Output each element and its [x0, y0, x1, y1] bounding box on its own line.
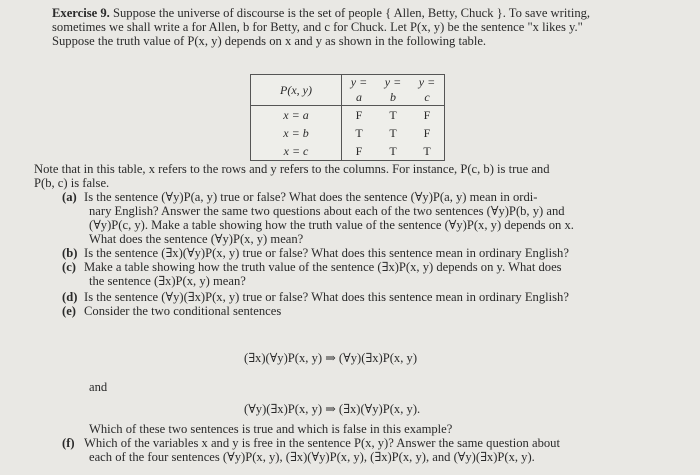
part-f-line-1 [62, 436, 560, 450]
formula-2: (∀y)(∃x)P(x, y) ⇒ (∃x)(∀y)P(x, y). [244, 402, 421, 416]
part-b-text-1: Is the sentence (∃x)(∀y)P(x, y) true or false? What does this sentence mean in ordinary English? [84, 246, 569, 260]
col-header-c: y = c [410, 75, 445, 106]
col-header-b: y = b [376, 75, 410, 106]
cell: F [342, 142, 377, 161]
part-c-text-1: Make a table showing how the truth value of the sentence (∃x)P(x, y) depends on y. What does [84, 260, 562, 274]
part-a-line-2: nary English? Answer the same two questions about each of the two sentences (∀y)P(b, y) and [89, 204, 565, 218]
part-a-text-1: Is the sentence (∀y)P(a, y) true or false? What does the sentence (∀y)P(a, y) mean in ordi- [84, 190, 538, 204]
and-word: and [89, 380, 108, 394]
intro-text-1: Suppose the universe of discourse is the set of people { Allen, Betty, Chuck }. To save writing, [112, 6, 591, 20]
part-e-text-1: Consider the two conditional sentences [84, 304, 282, 318]
intro-line-2: sometimes we shall write a for Allen, b for Betty, and c for Chuck. Let P(x, y) be the sentence "x likes y." [52, 20, 583, 34]
part-e-label: (e) [62, 304, 76, 318]
part-e-after: Which of these two sentences is true and which is false in this example? [89, 422, 453, 436]
part-d-line-1 [62, 290, 569, 304]
part-c-line-1 [62, 260, 562, 274]
note-line-2: P(b, c) is false. [34, 176, 110, 190]
table-corner: P(x, y) [251, 75, 342, 106]
part-b-line-1 [62, 246, 569, 260]
intro-line-3: Suppose the truth value of P(x, y) depends on x and y as shown in the following table. [52, 34, 487, 48]
table-row [251, 124, 445, 142]
cell: F [410, 124, 445, 142]
cell: F [342, 106, 377, 125]
cell: F [410, 106, 445, 125]
row-label: x = b [251, 124, 342, 142]
col-header-a: y = a [342, 75, 377, 106]
formula-1: (∃x)(∀y)P(x, y) ⇒ (∀y)(∃x)P(x, y) [244, 351, 418, 365]
part-b-label: (b) [62, 246, 78, 260]
part-c-line-2: the sentence (∃x)P(x, y) mean? [89, 274, 246, 288]
truth-table [250, 74, 445, 161]
row-label: x = a [251, 106, 342, 125]
cell: T [376, 106, 410, 125]
cell: T [342, 124, 377, 142]
part-f-line-2: each of the four sentences (∀y)P(x, y), (∃x)(∀y)P(x, y), (∃x)P(x, y), and (∀y)(∃x)P(x, y). [89, 450, 535, 464]
part-a-label: (a) [62, 190, 77, 204]
part-d-text-1: Is the sentence (∀y)(∃x)P(x, y) true or false? What does this sentence mean in ordinary English? [84, 290, 569, 304]
part-d-label: (d) [62, 290, 78, 304]
part-f-text-1: Which of the variables x and y is free in the sentence P(x, y)? Answer the same question about [84, 436, 560, 450]
part-e-line-1 [62, 304, 281, 318]
cell: T [389, 125, 397, 140]
part-a-line-1 [62, 190, 537, 204]
part-f-label: (f) [62, 436, 75, 450]
truth-table-header [251, 75, 445, 106]
part-a-line-4: What does the sentence (∀y)P(x, y) mean? [89, 232, 304, 246]
intro-line-1 [52, 6, 590, 20]
note-line-1: Note that in this table, x refers to the rows and y refers to the columns. For instance, P(c, b) is true and [34, 162, 550, 176]
table-row [251, 106, 445, 125]
part-a-line-3: (∀y)P(c, y). Make a table showing how the truth value of the sentence (∀y)P(x, y) depends on x. [89, 218, 574, 232]
part-c-label: (c) [62, 260, 76, 274]
row-label: x = c [251, 142, 342, 161]
cell: T [376, 142, 410, 161]
table-row [251, 142, 445, 161]
exercise-title: Exercise 9. [52, 6, 110, 20]
cell: T [410, 142, 445, 161]
